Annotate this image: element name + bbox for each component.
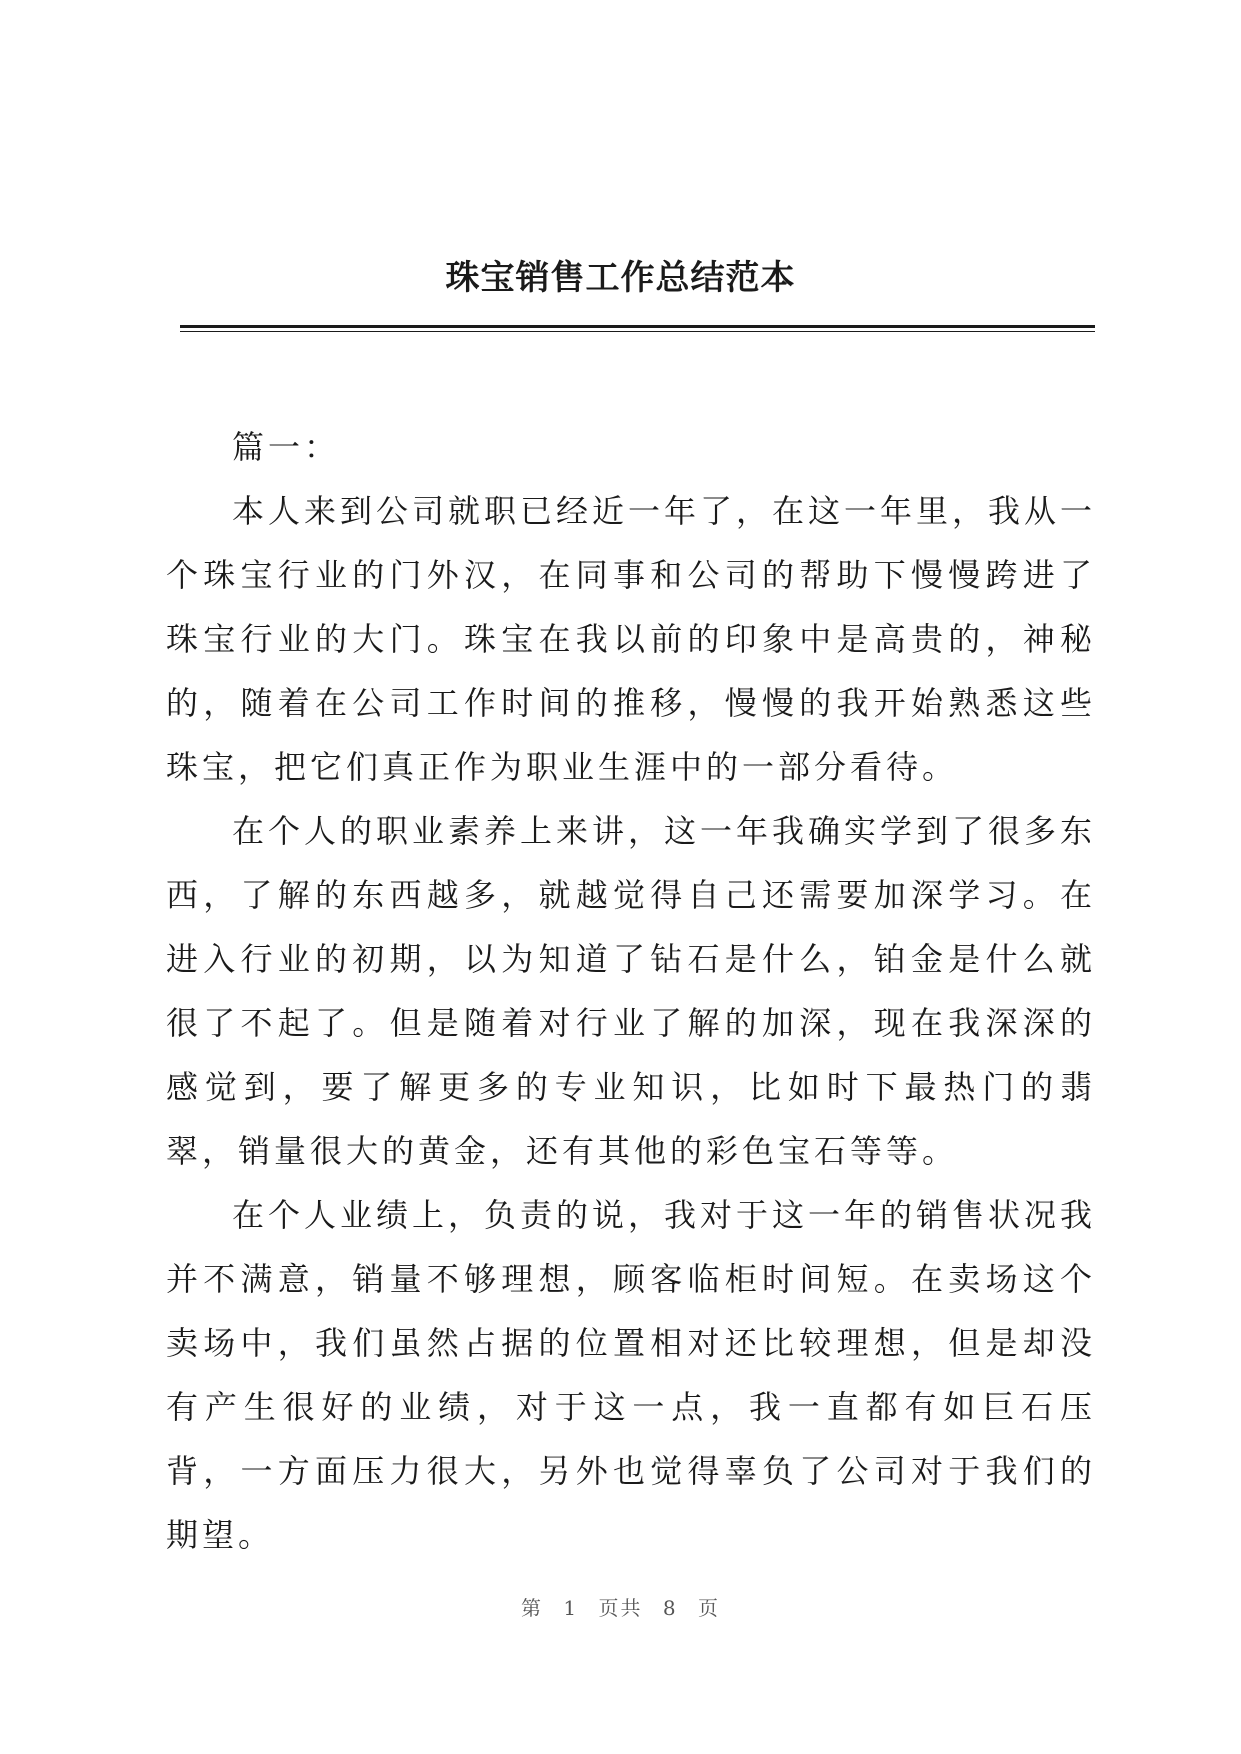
document-title: 珠宝销售工作总结范本 — [445, 258, 796, 298]
footer-total-pages: 8 — [662, 1596, 678, 1620]
footer-page-number: 1 — [563, 1596, 579, 1620]
paragraph-1: 本人来到公司就职已经近一年了，在这一年里，我从一个珠宝行业的门外汉，在同事和公司的帮助下慢慢跨进了珠宝行业的大门。珠宝在我以前的印象中是高贵的，神秘的，随着在公司工作时间的推移，慢慢的我开始熟悉这些珠宝，把它们真正作为职业生涯中的一部分看待。 — [166, 492, 1097, 786]
footer-prefix: 第 — [521, 1596, 544, 1620]
document-body — [166, 415, 1096, 1567]
paragraph-3: 在个人业绩上，负责的说，我对于这一年的销售状况我并不满意，销量不够理想，顾客临柜时间短。在卖场这个卖场中，我们虽然占据的位置相对还比较理想，但是却没有产生很好的业绩，对于这一点，我一直都有如巨石压背，一方面压力很大，另外也觉得辜负了公司对于我们的期望。 — [166, 1196, 1097, 1554]
title-divider-thick — [180, 325, 1095, 328]
section-label: 篇一： — [232, 428, 341, 466]
paragraph-2: 在个人的职业素养上来讲，这一年我确实学到了很多东西，了解的东西越多，就越觉得自己还需要加深学习。在进入行业的初期，以为知道了钻石是什么，铂金是什么就很了不起了。但是随着对行业了解的加深，现在我深深的感觉到，要了解更多的专业知识，比如时下最热门的翡翠，销量很大的黄金，还有其他的彩色宝石等等。 — [166, 812, 1097, 1170]
title-divider-thin — [180, 331, 1095, 332]
page-footer — [0, 1592, 1241, 1621]
footer-suffix: 页 — [697, 1596, 720, 1620]
footer-middle: 页共 — [598, 1596, 643, 1620]
